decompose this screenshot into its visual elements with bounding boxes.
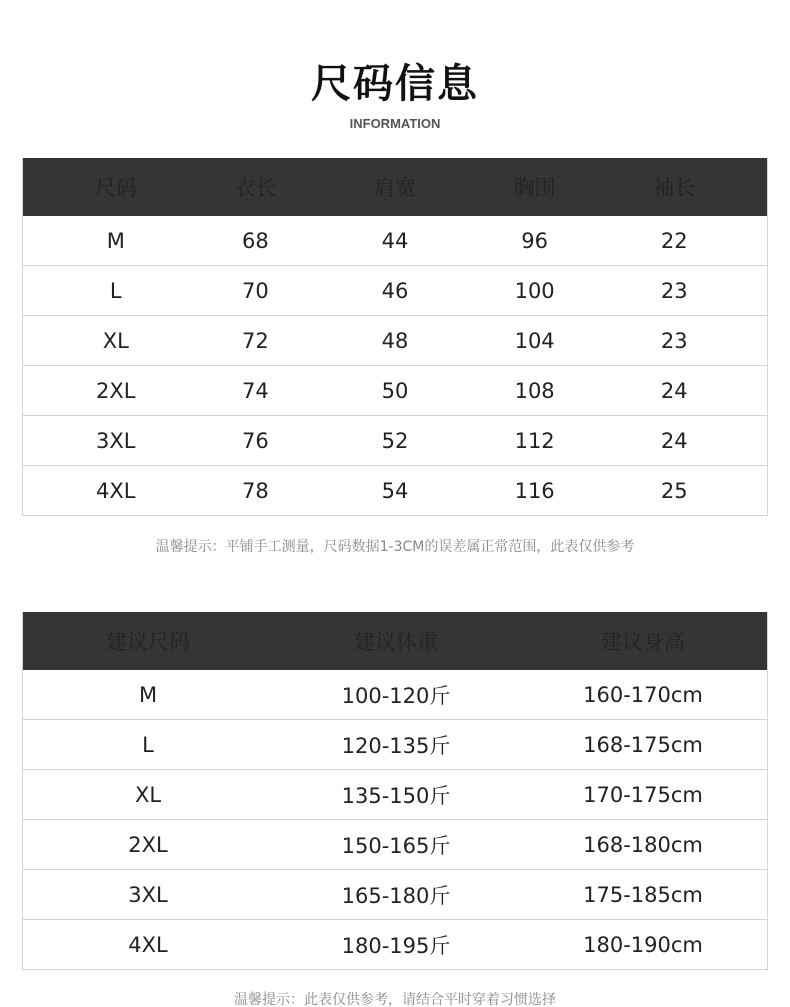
- table-cell: 52: [381, 428, 409, 453]
- table-cell: 175-185cm: [583, 882, 703, 907]
- table-row: [23, 820, 767, 870]
- column-header-length: 衣长: [234, 176, 277, 200]
- measurement-note: 温馨提示：平铺手工测量，尺码数据1-3CM的误差属正常范围，此表仅供参考: [155, 539, 635, 555]
- table-cell: 78: [242, 478, 269, 503]
- table-cell: 22: [660, 228, 688, 253]
- table-row: [23, 416, 767, 466]
- table-row: [23, 266, 767, 316]
- table-row: [23, 770, 767, 820]
- table-cell: 168-175cm: [583, 732, 703, 757]
- table-row: [23, 216, 767, 266]
- table-cell: 24: [660, 378, 688, 403]
- table-cell: 160-170cm: [583, 682, 703, 707]
- table-cell: 72: [242, 328, 269, 353]
- table-cell: 165-180斤: [341, 883, 451, 908]
- table-cell: 23: [660, 328, 688, 353]
- table-cell: 100: [514, 278, 555, 303]
- table-cell: 100-120斤: [341, 683, 451, 708]
- size-recommendation-table: [22, 612, 768, 970]
- table-cell: 4XL: [128, 932, 168, 957]
- table-cell: 76: [242, 428, 269, 453]
- table-cell: 74: [242, 378, 269, 403]
- table-cell: 2XL: [96, 378, 136, 403]
- table-row: [23, 870, 767, 920]
- table-cell: L: [142, 732, 154, 757]
- table-cell: M: [138, 682, 158, 707]
- table-cell: XL: [134, 782, 162, 807]
- table-cell: 96: [521, 228, 548, 253]
- table-cell: 25: [660, 478, 688, 503]
- table-cell: 108: [514, 378, 555, 403]
- table-cell: M: [106, 228, 125, 253]
- recommendation-note: 温馨提示：此表仅供参考，请结合平时穿着习惯选择: [234, 992, 556, 1007]
- table-cell: 104: [514, 328, 555, 353]
- table-cell: 68: [242, 228, 269, 253]
- table-cell: 180-190cm: [583, 932, 703, 957]
- table-cell: 3XL: [96, 428, 136, 453]
- table-cell: 120-135斤: [341, 733, 451, 758]
- size-chart-table: [22, 158, 768, 516]
- table-cell: 2XL: [128, 832, 168, 857]
- table-cell: 4XL: [96, 478, 136, 503]
- table-cell: 23: [660, 278, 688, 303]
- table-cell: 24: [660, 428, 688, 453]
- table-cell: 70: [242, 278, 269, 303]
- table-cell: 150-165斤: [341, 833, 451, 858]
- table-cell: 112: [514, 428, 555, 453]
- table-cell: 135-150斤: [341, 783, 451, 808]
- size-chart-header: [23, 158, 767, 216]
- table-row: [23, 670, 767, 720]
- column-header-recommended-size: 建议尺码: [106, 630, 190, 654]
- column-header-sleeve: 袖长: [653, 176, 696, 200]
- table-cell: 54: [381, 478, 409, 503]
- table-row: [23, 366, 767, 416]
- table-cell: 170-175cm: [583, 782, 703, 807]
- page-subtitle: INFORMATION: [349, 116, 441, 131]
- column-header-size: 尺码: [94, 176, 137, 200]
- column-header-chest: 胸围: [513, 176, 556, 200]
- table-row: [23, 316, 767, 366]
- page-title: 尺码信息: [311, 61, 479, 107]
- table-row: [23, 920, 767, 970]
- column-header-recommended-weight: 建议体重: [354, 630, 438, 654]
- table-row: [23, 720, 767, 770]
- table-cell: 44: [381, 228, 409, 253]
- recommendation-header: [23, 612, 767, 670]
- column-header-shoulder: 肩宽: [374, 176, 416, 200]
- table-cell: 180-195斤: [341, 933, 451, 958]
- table-cell: L: [109, 278, 122, 303]
- table-row: [23, 466, 767, 516]
- table-cell: 48: [381, 328, 409, 353]
- table-cell: 46: [381, 278, 409, 303]
- table-cell: 50: [381, 378, 409, 403]
- table-cell: 168-180cm: [583, 832, 703, 857]
- table-cell: 116: [514, 478, 555, 503]
- table-cell: 3XL: [128, 882, 168, 907]
- column-header-recommended-height: 建议身高: [601, 630, 685, 654]
- table-cell: XL: [102, 328, 129, 353]
